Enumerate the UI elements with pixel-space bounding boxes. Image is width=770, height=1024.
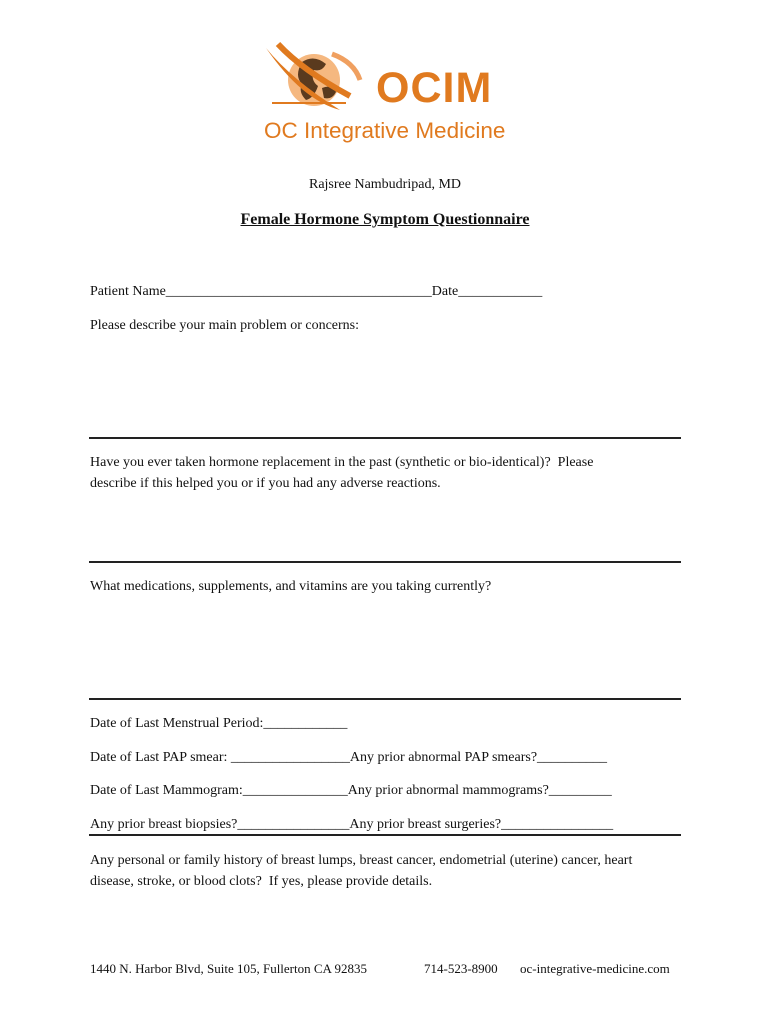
mammogram-field[interactable]: Date of Last Mammogram:_______________Any prior abnormal mammograms?_________ <box>90 783 612 798</box>
patient-name-date-field[interactable]: Patient Name______________________________________Date____________ <box>90 284 543 299</box>
history-question-line2: disease, stroke, or blood clots? If yes, please provide details. <box>90 874 433 889</box>
globe-icon <box>262 40 372 112</box>
main-problem-prompt: Please describe your main problem or concerns: <box>90 318 360 333</box>
breast-biopsy-field[interactable]: Any prior breast biopsies?________________Any prior breast surgeries?________________ <box>90 817 614 832</box>
divider <box>89 698 681 700</box>
doctor-name: Rajsree Nambudripad, MD <box>308 177 462 192</box>
divider <box>89 834 681 836</box>
divider <box>89 437 681 439</box>
footer-address: 1440 N. Harbor Blvd, Suite 105, Fullerton CA 92835 <box>90 961 367 976</box>
logo-wordmark: OCIM <box>376 64 493 112</box>
logo-subtitle: OC Integrative Medicine <box>264 118 506 143</box>
pap-smear-field[interactable]: Date of Last PAP smear: _________________Any prior abnormal PAP smears?__________ <box>90 750 608 765</box>
menstrual-period-field[interactable]: Date of Last Menstrual Period:____________ <box>90 716 348 731</box>
history-question-line1: Any personal or family history of breast lumps, breast cancer, endometrial (uterine) cancer, heart <box>90 853 633 868</box>
hrt-question-line2: describe if this helped you or if you had any adverse reactions. <box>90 476 441 491</box>
medications-question: What medications, supplements, and vitamins are you taking currently? <box>90 579 492 594</box>
footer-phone: 714-523-8900 <box>424 961 498 976</box>
hrt-question-line1: Have you ever taken hormone replacement in the past (synthetic or bio-identical)? Please <box>90 455 594 470</box>
footer-website[interactable]: oc-integrative-medicine.com <box>520 961 670 976</box>
divider <box>89 561 681 563</box>
page-title: Female Hormone Symptom Questionnaire <box>240 211 530 228</box>
